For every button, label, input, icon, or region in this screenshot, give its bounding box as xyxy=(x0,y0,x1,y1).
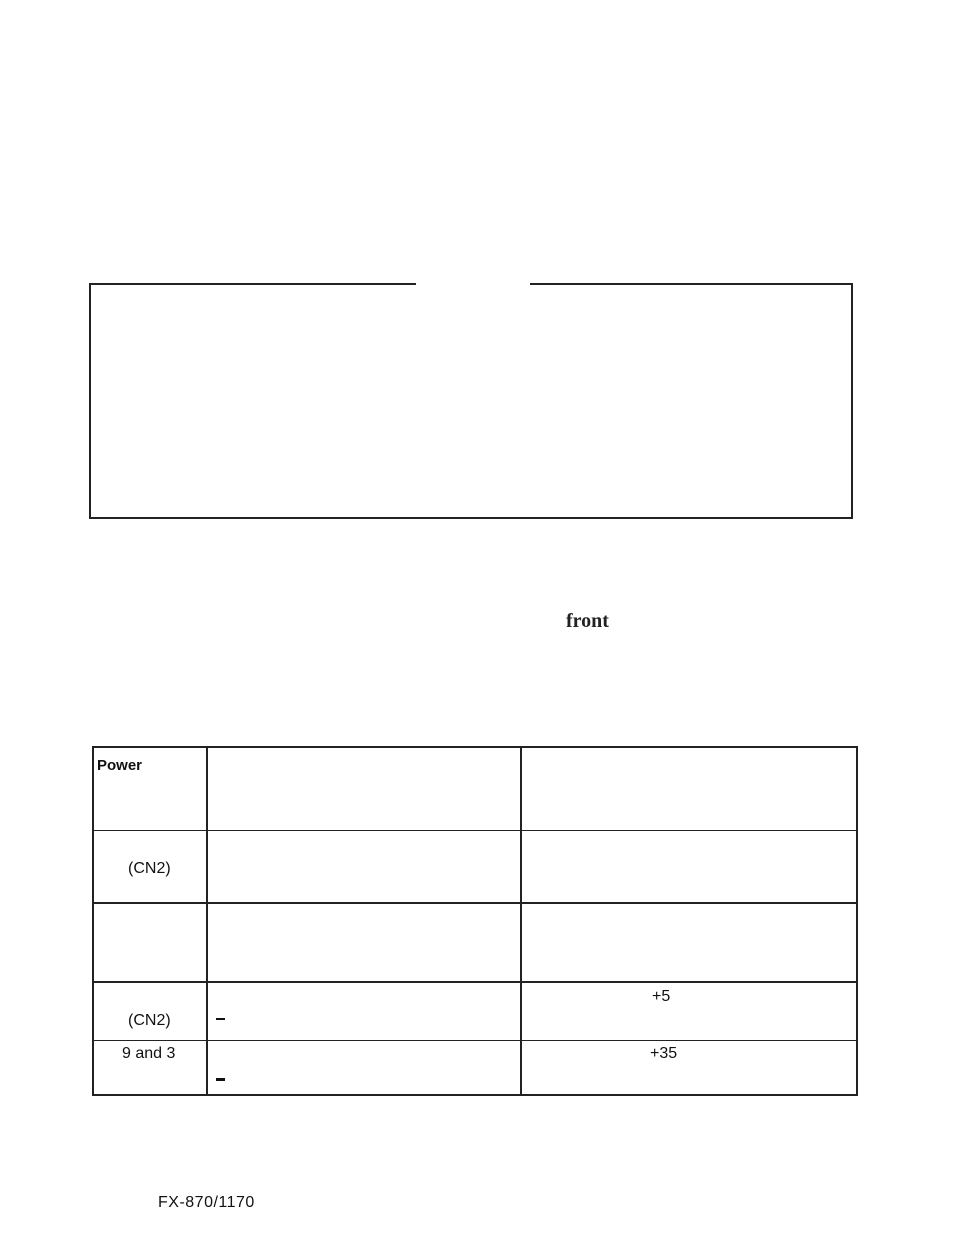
table-row-divider-2 xyxy=(94,902,856,904)
table-column-divider-2 xyxy=(520,748,522,1094)
table-row5-value: +35 xyxy=(650,1045,678,1062)
table-row5-dash xyxy=(216,1078,225,1081)
note-box-top-rule-left xyxy=(89,283,416,285)
table-row4-value: +5 xyxy=(652,988,671,1005)
footer-model: FX-870/1170 xyxy=(158,1194,255,1211)
note-box-top-rule-right xyxy=(530,283,853,285)
table-row4-label: (CN2) xyxy=(128,1012,171,1029)
table-row5-label: 9 and 3 xyxy=(122,1045,176,1062)
table-row4-dash xyxy=(216,1018,225,1020)
table-row2-label: (CN2) xyxy=(128,860,171,877)
table-row-divider-3 xyxy=(94,981,856,983)
table-row-divider-4 xyxy=(94,1040,856,1041)
table-row-divider-1 xyxy=(94,830,856,831)
table-column-divider-1 xyxy=(206,748,208,1094)
table-row1-label: Power xyxy=(97,757,143,774)
body-text-front: front xyxy=(566,610,609,632)
note-box xyxy=(89,283,853,519)
spec-table xyxy=(92,746,858,1096)
